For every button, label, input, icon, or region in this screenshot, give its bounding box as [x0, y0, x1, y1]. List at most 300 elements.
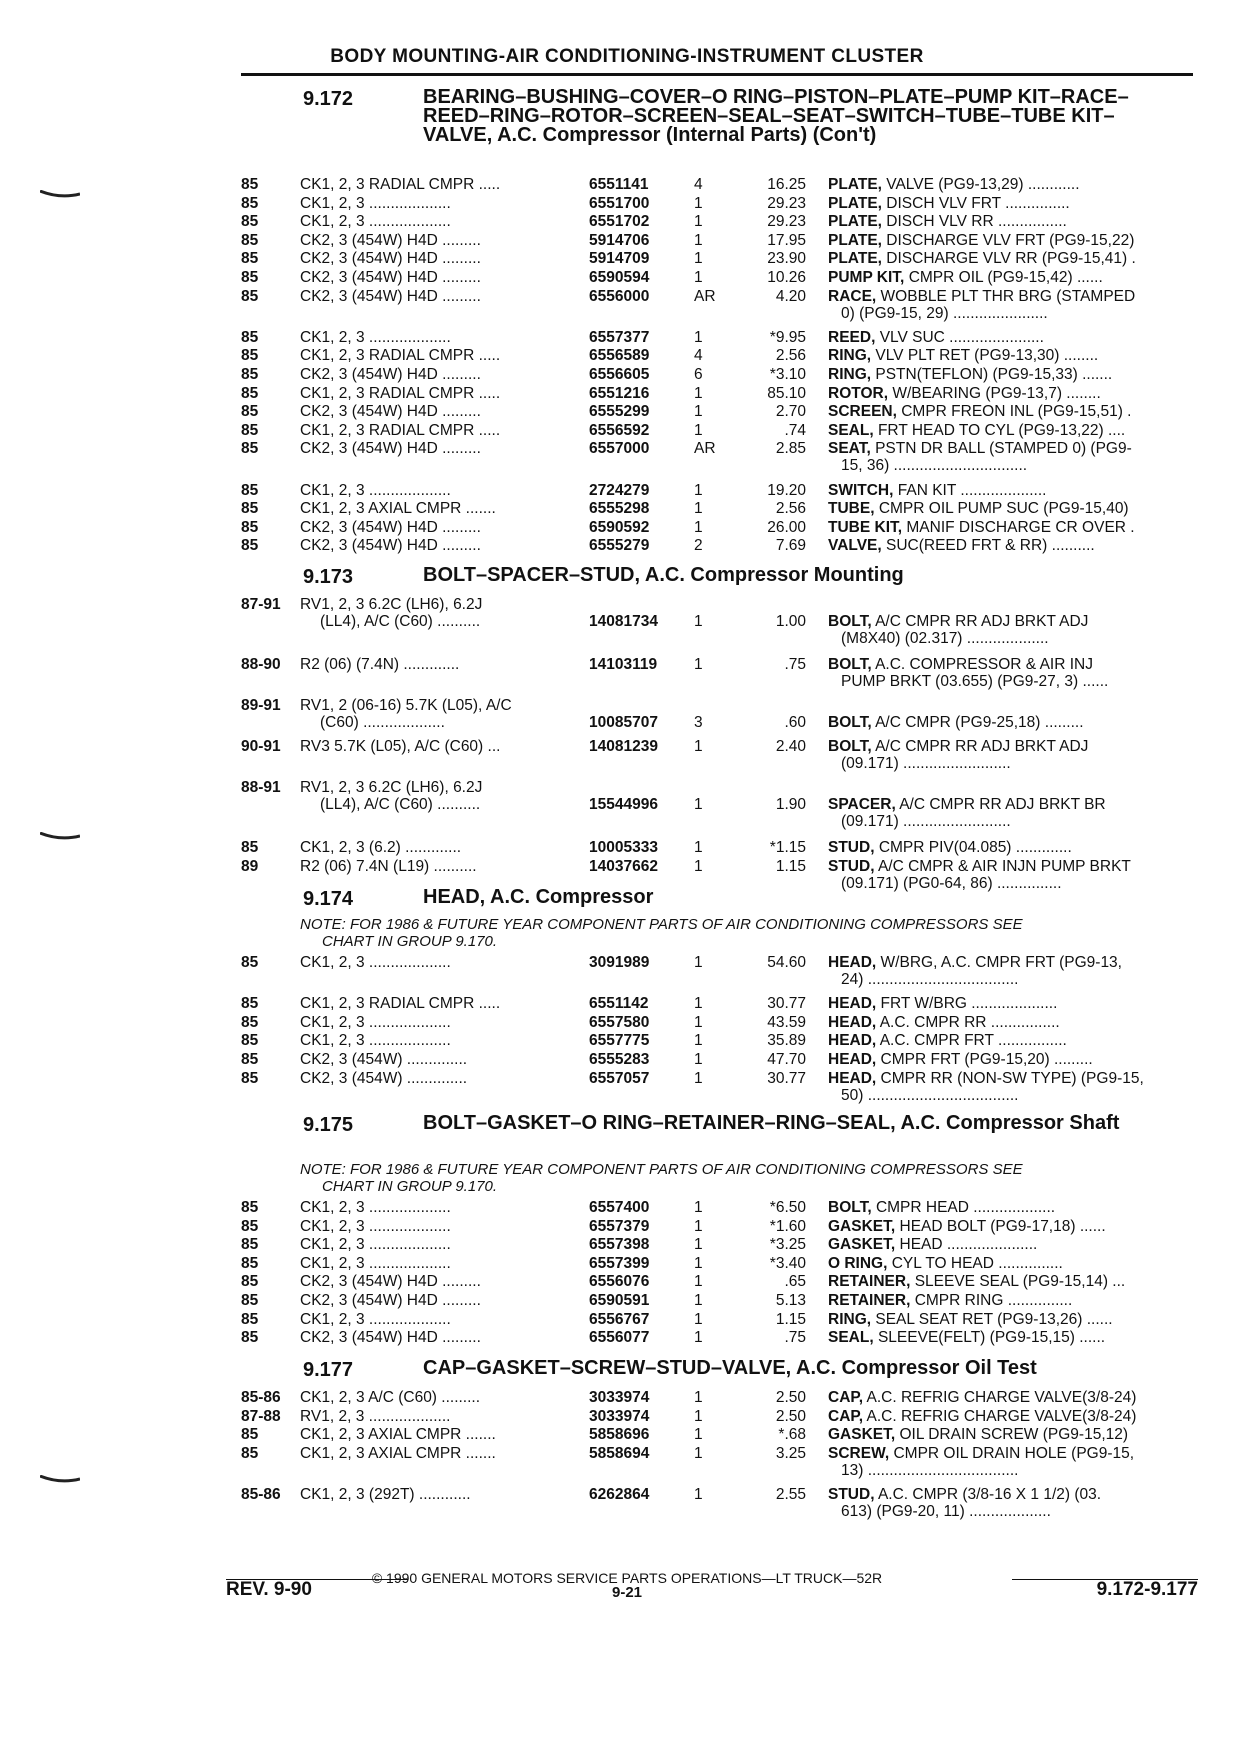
quantity: 1	[694, 231, 703, 249]
application-text: CK1, 2, 3 AXIAL CMPR .......	[300, 1444, 496, 1462]
item-description	[828, 1426, 1193, 1443]
application-desc	[300, 269, 586, 286]
application-text: CK1, 2, 3 RADIAL CMPR .....	[300, 347, 501, 365]
application-text: CK1, 2, 3 (292T) ............	[300, 1486, 471, 1503]
item-name: TUBE,	[828, 500, 875, 518]
application-desc	[300, 385, 586, 402]
model-year: 85	[241, 1199, 259, 1216]
quantity: 1	[694, 1069, 703, 1087]
part-number: 6557580	[589, 1013, 650, 1031]
catalog-section	[241, 1112, 1193, 1347]
price: 2.50	[775, 1407, 806, 1425]
quantity: 1	[694, 1310, 703, 1328]
item-name: SEAL,	[828, 1329, 874, 1347]
part-number: 6557377	[589, 328, 650, 346]
quantity: 1	[694, 796, 703, 814]
item-detail: A/C CMPR & AIR INJN PUMP BRKT	[877, 857, 1131, 875]
part-number: 6262864	[589, 1486, 650, 1503]
binder-hole-mark	[40, 832, 80, 840]
application-text: CK1, 2, 3 ...................	[300, 1310, 451, 1328]
price: .60	[784, 714, 806, 731]
note-line: NOTE: FOR 1986 & FUTURE YEAR COMPONENT PARTS OF AIR CONDITIONING COMPRESSORS SEE	[300, 1161, 1023, 1178]
item-detail: A/C CMPR RR ADJ BRKT BR	[899, 796, 1106, 814]
item-detail: CMPR FRT (PG9-15,20) .........	[880, 1051, 1093, 1068]
model-year: 85	[241, 1273, 259, 1291]
part-number: 6551702	[589, 213, 650, 231]
price: .74	[784, 421, 806, 439]
quantity: 1	[694, 1329, 703, 1347]
application-desc	[300, 519, 586, 536]
quantity: AR	[694, 287, 716, 305]
item-detail-cont: 24) ...................................	[841, 971, 1019, 988]
part-number: 14037662	[589, 857, 658, 875]
revision-label: REV. 9-90	[226, 1579, 312, 1600]
price: 85.10	[767, 384, 806, 402]
item-detail: CMPR OIL PUMP SUC (PG9-15,40)	[878, 500, 1129, 518]
item-name: VALVE,	[828, 537, 882, 555]
quantity: 1	[694, 738, 703, 756]
item-name: SEAL,	[828, 421, 874, 439]
item-detail: CMPR FREON INL (PG9-15,51) .	[901, 403, 1132, 421]
item-detail: HEAD .....................	[899, 1236, 1038, 1254]
part-number: 6557057	[589, 1069, 650, 1087]
item-detail: CYL TO HEAD ...............	[891, 1254, 1063, 1272]
part-number: 6556589	[589, 347, 650, 365]
application-text-cont: (C60) ...................	[320, 714, 445, 731]
model-year: 85	[241, 1236, 259, 1254]
item-detail: A.C. COMPRESSOR & AIR INJ	[875, 655, 1093, 673]
item-detail: A.C. CMPR (3/8-16 X 1 1/2) (03.	[877, 1486, 1102, 1503]
application-desc	[300, 1389, 586, 1406]
quantity: 3	[694, 714, 703, 731]
application-text: CK1, 2, 3 ...................	[300, 1199, 451, 1216]
item-description	[828, 422, 1193, 439]
quantity: 2	[694, 537, 703, 555]
item-detail-cont: (09.171) (PG0-64, 86) ...............	[841, 874, 1062, 892]
item-description	[828, 1218, 1193, 1235]
application-text: CK2, 3 (454W) H4D .........	[300, 1273, 481, 1291]
item-name: SCREEN,	[828, 403, 897, 421]
application-desc	[300, 656, 586, 673]
part-number: 6557398	[589, 1236, 650, 1254]
application-text: CK1, 2, 3 ...................	[300, 1254, 451, 1272]
price: 26.00	[767, 518, 806, 536]
part-number: 6590594	[589, 269, 650, 286]
item-description	[828, 1311, 1193, 1328]
application-desc	[300, 422, 586, 439]
price: 1.15	[775, 1310, 806, 1328]
item-name: SWITCH,	[828, 481, 894, 499]
section-title: BOLT–GASKET–O RING–RETAINER–RING–SEAL, A.C. Compressor Shaft	[423, 1112, 1120, 1134]
item-description	[828, 1273, 1193, 1290]
model-year: 85	[241, 537, 259, 555]
model-year: 85	[241, 500, 259, 518]
item-description	[828, 613, 1193, 647]
application-text: R2 (06) 7.4N (L19) ..........	[300, 857, 477, 875]
model-year: 85	[241, 366, 259, 383]
item-name: HEAD,	[828, 954, 877, 971]
model-year: 85	[241, 1217, 259, 1235]
quantity: 1	[694, 613, 703, 630]
quantity: 1	[694, 500, 703, 518]
part-number: 15544996	[589, 796, 658, 814]
quantity: 1	[694, 1273, 703, 1291]
model-year: 87-91	[241, 596, 281, 613]
application-desc	[300, 1218, 586, 1235]
item-detail: VLV PLT RET (PG9-13,30) ........	[875, 347, 1099, 365]
item-name: GASKET,	[828, 1426, 896, 1444]
item-description	[828, 329, 1193, 346]
price: *1.15	[769, 839, 806, 857]
item-description	[828, 440, 1193, 474]
price: 23.90	[767, 250, 806, 268]
price: 3.25	[775, 1444, 806, 1462]
item-name: GASKET,	[828, 1236, 896, 1254]
item-description	[828, 738, 1193, 772]
application-text: CK1, 2, 3 AXIAL CMPR .......	[300, 1426, 496, 1444]
item-name: PLATE,	[828, 176, 882, 193]
item-description	[828, 1292, 1193, 1309]
item-description	[828, 250, 1193, 267]
item-name: BOLT,	[828, 1199, 872, 1216]
item-name: PUMP KIT,	[828, 269, 905, 286]
item-name: BOLT,	[828, 655, 872, 673]
quantity: 1	[694, 995, 703, 1013]
note-line: CHART IN GROUP 9.170.	[322, 1178, 498, 1195]
model-year: 88-91	[241, 779, 281, 797]
application-desc	[300, 858, 586, 875]
item-detail: CMPR RING ...............	[914, 1292, 1073, 1309]
item-name: HEAD,	[828, 1032, 877, 1050]
binder-hole-mark	[40, 1475, 80, 1483]
item-name: SCREW,	[828, 1444, 890, 1462]
item-description	[828, 1199, 1193, 1216]
application-desc	[300, 1051, 586, 1068]
application-desc	[300, 403, 586, 420]
quantity: 1	[694, 250, 703, 268]
application-desc	[300, 738, 586, 755]
part-number: 6556077	[589, 1329, 650, 1347]
application-desc	[300, 1032, 586, 1049]
item-detail: OIL DRAIN SCREW (PG9-15,12)	[899, 1426, 1129, 1444]
section-number: 9.172	[303, 88, 354, 110]
item-detail: A/C CMPR RR ADJ BRKT ADJ	[875, 613, 1089, 630]
model-year: 85-86	[241, 1389, 281, 1406]
item-detail-cont: PUMP BRKT (03.655) (PG9-27, 3) ......	[841, 672, 1109, 690]
item-description	[828, 213, 1193, 230]
part-number: 6551142	[589, 995, 649, 1013]
application-desc	[300, 329, 586, 346]
part-number: 6590592	[589, 518, 650, 536]
application-desc	[300, 596, 586, 630]
item-description	[828, 347, 1193, 364]
application-desc	[300, 995, 586, 1012]
catalog-section	[241, 86, 1193, 555]
item-description	[828, 995, 1193, 1012]
item-detail: MANIF DISCHARGE CR OVER .	[906, 518, 1135, 536]
model-year: 85	[241, 269, 259, 286]
note-line: CHART IN GROUP 9.170.	[322, 933, 498, 950]
item-name: HEAD,	[828, 1051, 877, 1068]
item-name: PLATE,	[828, 213, 882, 231]
application-text: RV3 5.7K (L05), A/C (C60) ...	[300, 738, 501, 756]
price: 2.70	[775, 403, 806, 421]
item-detail-cont: 50) ...................................	[841, 1086, 1019, 1104]
item-detail: A.C. REFRIG CHARGE VALVE(3/8-24)	[866, 1389, 1137, 1406]
item-detail-cont: (09.171) .........................	[841, 755, 1011, 773]
item-description	[828, 1445, 1193, 1479]
application-text: R2 (06) (7.4N) .............	[300, 655, 460, 673]
application-text: RV1, 2, 3 ...................	[300, 1407, 451, 1425]
price: 2.56	[775, 347, 806, 365]
item-name: SEAT,	[828, 440, 871, 458]
item-name: RING,	[828, 347, 872, 365]
application-desc	[300, 1329, 586, 1346]
application-desc	[300, 213, 586, 230]
item-name: REED,	[828, 328, 876, 346]
model-year: 85	[241, 1013, 259, 1031]
part-number: 2724279	[589, 481, 650, 499]
catalog-section	[241, 564, 1193, 892]
quantity: 1	[694, 1407, 703, 1425]
quantity: 1	[694, 1389, 703, 1406]
model-year: 85	[241, 995, 259, 1013]
application-text: CK2, 3 (454W) H4D .........	[300, 440, 481, 458]
item-detail: CMPR PIV(04.085) .............	[878, 839, 1072, 857]
application-desc	[300, 1311, 586, 1328]
item-description	[828, 288, 1193, 322]
item-description	[828, 1051, 1193, 1068]
item-detail: A/C CMPR (PG9-25,18) .........	[875, 714, 1084, 731]
price: 17.95	[767, 231, 806, 249]
application-text: CK2, 3 (454W) H4D .........	[300, 269, 481, 286]
item-detail-cont: (09.171) .........................	[841, 813, 1011, 831]
model-year: 85	[241, 287, 259, 305]
part-number: 6557379	[589, 1217, 650, 1235]
part-number: 5914709	[589, 250, 650, 268]
header-rule	[241, 73, 1193, 76]
item-name: HEAD,	[828, 1013, 877, 1031]
price: 19.20	[767, 481, 806, 499]
application-desc	[300, 440, 586, 457]
application-text: CK1, 2, 3 RADIAL CMPR .....	[300, 995, 501, 1013]
model-year: 85	[241, 1444, 259, 1462]
application-text: CK1, 2, 3 ...................	[300, 213, 451, 231]
item-name: TUBE KIT,	[828, 518, 903, 536]
item-detail: W/BEARING (PG9-13,7) ........	[892, 384, 1101, 402]
application-desc	[300, 482, 586, 499]
price: 30.77	[767, 995, 806, 1013]
part-number: 3033974	[589, 1389, 650, 1406]
part-number: 6551216	[589, 384, 650, 402]
price: 2.55	[775, 1486, 806, 1503]
application-text-cont: (LL4), A/C (C60) ..........	[320, 796, 481, 814]
item-description	[828, 1014, 1193, 1031]
quantity: 1	[694, 421, 703, 439]
item-detail: SEAL SEAT RET (PG9-13,26) ......	[875, 1310, 1113, 1328]
item-description	[828, 1070, 1193, 1104]
model-year: 85	[241, 1426, 259, 1444]
item-detail-cont: 0) (PG9-15, 29) ......................	[841, 304, 1048, 322]
quantity: 1	[694, 403, 703, 421]
item-detail: PSTN(TEFLON) (PG9-15,33) .......	[875, 366, 1113, 383]
price: *9.95	[769, 328, 806, 346]
price: 29.23	[767, 213, 806, 231]
price: .65	[784, 1273, 806, 1291]
item-detail: PSTN DR BALL (STAMPED 0) (PG9-	[875, 440, 1132, 458]
item-name: BOLT,	[828, 613, 872, 630]
quantity: 1	[694, 1292, 703, 1309]
item-name: RETAINER,	[828, 1292, 911, 1309]
item-description	[828, 796, 1193, 830]
quantity: 6	[694, 366, 703, 383]
item-detail: VLV SUC ......................	[879, 328, 1044, 346]
price: 2.50	[775, 1389, 806, 1406]
model-year: 85	[241, 384, 259, 402]
item-description	[828, 1236, 1193, 1253]
quantity: 1	[694, 481, 703, 499]
part-number: 6555283	[589, 1051, 650, 1068]
item-detail: SUC(REED FRT & RR) ..........	[886, 537, 1095, 555]
quantity: 1	[694, 213, 703, 231]
item-detail: CMPR RR (NON-SW TYPE) (PG9-15,	[880, 1069, 1144, 1087]
price: 16.25	[767, 176, 806, 193]
item-description	[828, 1032, 1193, 1049]
application-text: CK2, 3 (454W) H4D .........	[300, 287, 481, 305]
application-text: CK2, 3 (454W) H4D .........	[300, 1292, 481, 1309]
item-description	[828, 537, 1193, 554]
page-number: 9-21	[611, 1584, 643, 1601]
item-detail: WOBBLE PLT THR BRG (STAMPED	[880, 287, 1136, 305]
model-year: 85	[241, 231, 259, 249]
item-detail: A.C. CMPR RR ................	[879, 1013, 1060, 1031]
application-text: CK1, 2, 3 ...................	[300, 1032, 451, 1050]
binder-hole-mark	[40, 190, 80, 198]
part-number: 10085707	[589, 714, 658, 731]
part-number: 3091989	[589, 954, 650, 971]
model-year: 85	[241, 194, 259, 212]
item-description	[828, 195, 1193, 212]
price: 10.26	[767, 269, 806, 286]
quantity: 1	[694, 954, 703, 971]
price: *1.60	[769, 1217, 806, 1235]
application-desc	[300, 1445, 586, 1462]
item-description	[828, 1329, 1193, 1346]
section-number: 9.177	[303, 1359, 354, 1381]
model-year: 85-86	[241, 1486, 281, 1503]
part-number: 6590591	[589, 1292, 650, 1309]
application-desc	[300, 1426, 586, 1443]
item-name: PLATE,	[828, 194, 882, 212]
price: 5.13	[775, 1292, 806, 1309]
part-number: 6555279	[589, 537, 650, 555]
section-number: 9.175	[303, 1114, 354, 1136]
section-note	[300, 1161, 1180, 1195]
item-name: GASKET,	[828, 1217, 896, 1235]
item-name: CAP,	[828, 1389, 864, 1406]
price: 2.40	[775, 738, 806, 756]
application-text: RV1, 2, 3 6.2C (LH6), 6.2J	[300, 779, 483, 797]
item-detail: SLEEVE(FELT) (PG9-15,15) ......	[877, 1329, 1106, 1347]
application-desc	[300, 779, 586, 813]
item-name: STUD,	[828, 857, 875, 875]
price: 47.70	[767, 1051, 806, 1068]
item-name: RETAINER,	[828, 1273, 911, 1291]
item-description	[828, 232, 1193, 249]
application-text: CK2, 3 (454W) H4D .........	[300, 231, 481, 249]
application-text: CK1, 2, 3 ...................	[300, 1217, 451, 1235]
application-desc	[300, 1236, 586, 1253]
model-year: 85	[241, 213, 259, 231]
item-name: ROTOR,	[828, 384, 888, 402]
application-text-cont: (LL4), A/C (C60) ..........	[320, 613, 481, 630]
page-header-title: BODY MOUNTING-AIR CONDITIONING-INSTRUMENT CLUSTER	[330, 46, 924, 67]
item-description	[828, 176, 1193, 193]
application-text: CK1, 2, 3 RADIAL CMPR .....	[300, 176, 501, 193]
item-name: STUD,	[828, 839, 875, 857]
part-number: 6556000	[589, 287, 650, 305]
part-number: 5858694	[589, 1444, 650, 1462]
model-year: 85	[241, 1051, 259, 1068]
model-year: 85	[241, 1254, 259, 1272]
application-desc	[300, 697, 586, 731]
price: *3.25	[769, 1236, 806, 1254]
section-note	[300, 916, 1180, 950]
price: *3.10	[769, 366, 806, 383]
item-description	[828, 1255, 1193, 1272]
quantity: 1	[694, 518, 703, 536]
model-year: 85	[241, 481, 259, 499]
part-number: 6557399	[589, 1254, 650, 1272]
model-year: 87-88	[241, 1407, 281, 1425]
price: 1.00	[775, 613, 806, 630]
model-year: 85	[241, 518, 259, 536]
section-number: 9.173	[303, 566, 354, 588]
footer-copyright: © 1990 GENERAL MOTORS SERVICE PARTS OPERATIONS—LT TRUCK—52R	[371, 1570, 883, 1586]
model-year: 85	[241, 954, 259, 971]
model-year: 85	[241, 250, 259, 268]
catalog-section	[241, 1357, 1193, 1520]
section-title: BEARING–BUSHING–COVER–O RING–PISTON–PLATE–PUMP KIT–RACE–REED–RING–ROTOR–SCREEN–SEAL–SEAT–SWITCH–TUBE–TUBE KIT–VALVE, A.C. Compressor (Internal Parts) (Con't)	[423, 86, 1129, 146]
item-detail: DISCH VLV FRT ...............	[886, 194, 1070, 212]
application-desc	[300, 537, 586, 554]
item-name: BOLT,	[828, 714, 872, 731]
item-detail: A.C. REFRIG CHARGE VALVE(3/8-24)	[866, 1407, 1137, 1425]
application-text: CK2, 3 (454W) H4D .........	[300, 518, 481, 536]
item-description	[828, 1389, 1193, 1406]
quantity: 1	[694, 857, 703, 875]
application-text: CK1, 2, 3 AXIAL CMPR .......	[300, 500, 496, 518]
item-detail: A.C. CMPR FRT ................	[879, 1032, 1067, 1050]
model-year: 85	[241, 421, 259, 439]
item-detail: A/C CMPR RR ADJ BRKT ADJ	[875, 738, 1089, 756]
item-name: PLATE,	[828, 231, 882, 249]
part-number: 5914706	[589, 231, 650, 249]
quantity: 1	[694, 655, 703, 673]
application-desc	[300, 1408, 586, 1425]
note-line: NOTE: FOR 1986 & FUTURE YEAR COMPONENT PARTS OF AIR CONDITIONING COMPRESSORS SEE	[300, 916, 1023, 933]
model-year: 85	[241, 1292, 259, 1309]
application-desc	[300, 1070, 586, 1087]
part-number: 6556592	[589, 421, 650, 439]
item-description	[828, 269, 1193, 286]
quantity: 4	[694, 347, 703, 365]
item-description	[828, 656, 1193, 690]
item-description	[828, 954, 1193, 988]
quantity: 1	[694, 269, 703, 286]
quantity: 1	[694, 839, 703, 857]
model-year: 85	[241, 1069, 259, 1087]
